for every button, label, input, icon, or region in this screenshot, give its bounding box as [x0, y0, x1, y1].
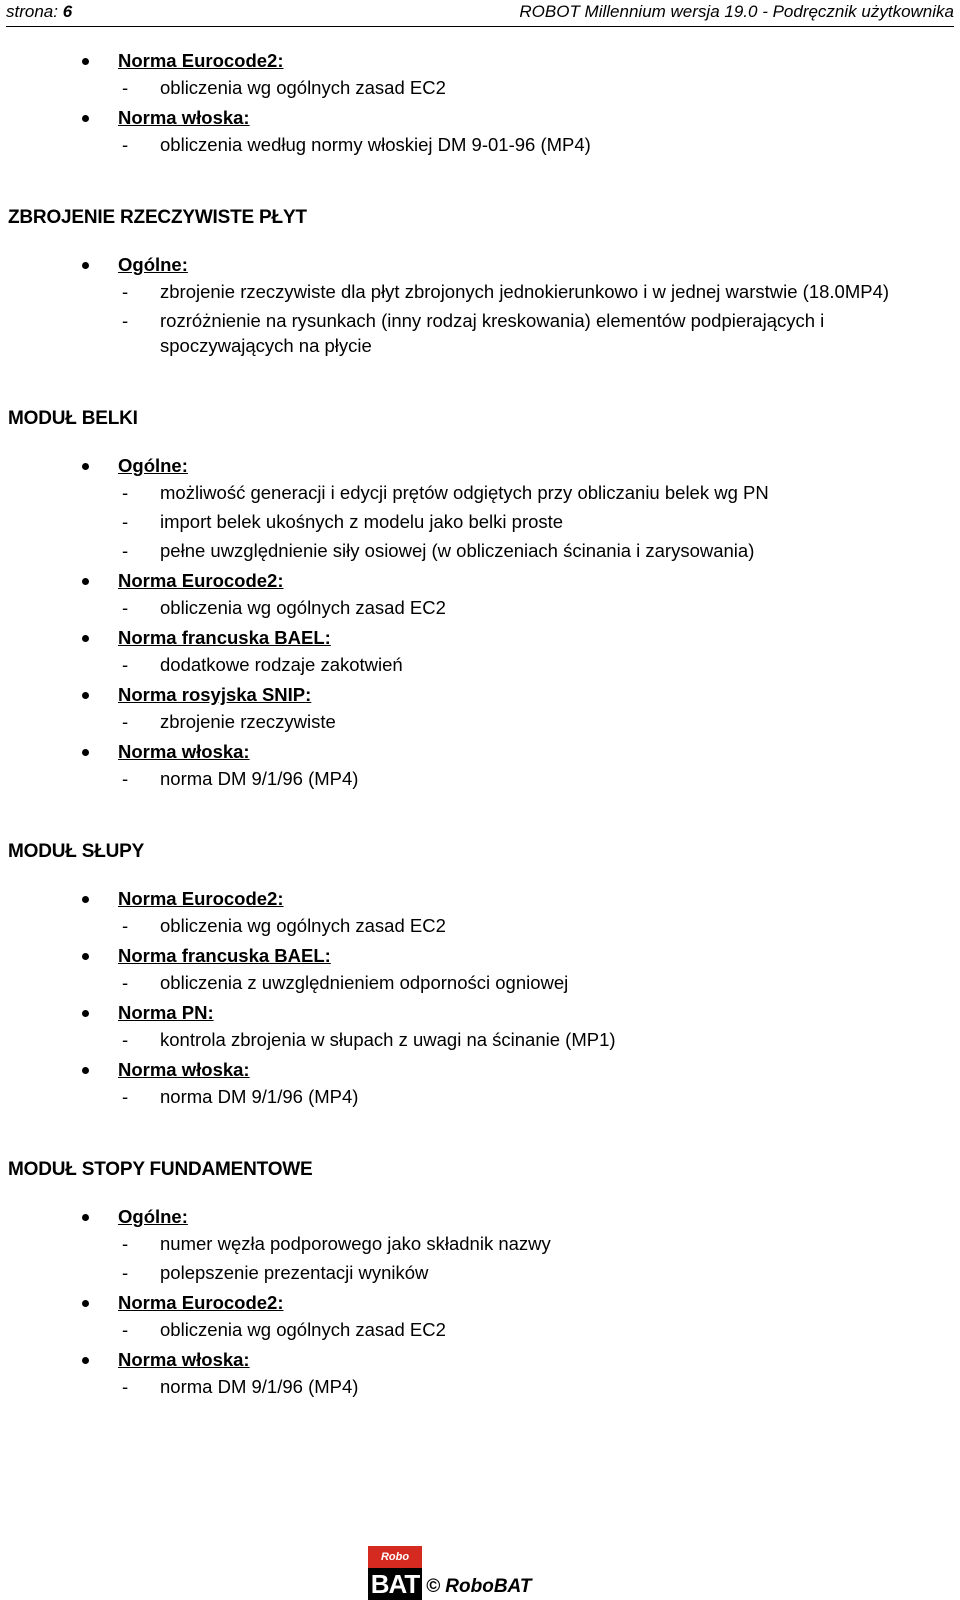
bullet-heading-text: Norma włoska:	[118, 107, 250, 128]
list-item-text: obliczenia wg ogólnych zasad EC2	[160, 77, 446, 98]
dash-icon: -	[122, 654, 129, 675]
bullet-heading	[8, 104, 948, 132]
dash-icon: -	[122, 1029, 129, 1050]
page-header	[6, 0, 954, 27]
bullet-heading-text: Norma włoska:	[118, 1349, 250, 1370]
dash-icon: -	[122, 1376, 129, 1397]
bullet-heading	[8, 567, 948, 595]
list-item	[8, 1374, 890, 1399]
list-item	[8, 709, 890, 734]
bullet-heading-text: Norma włoska:	[118, 741, 250, 762]
list-item-text: możliwość generacji i edycji prętów odgiętych przy obliczaniu belek wg PN	[160, 482, 769, 503]
bullet-dot-icon	[82, 953, 89, 960]
dash-icon: -	[122, 482, 129, 503]
dash-icon: -	[122, 511, 129, 532]
page-number-label: strona: 6	[6, 2, 73, 21]
bullet-heading-text: Norma Eurocode2:	[118, 570, 284, 591]
dash-icon: -	[122, 77, 129, 98]
list-item-text: zbrojenie rzeczywiste	[160, 711, 336, 732]
dash-icon: -	[122, 134, 129, 155]
list-item	[8, 913, 890, 938]
bullet-dot-icon	[82, 692, 89, 699]
list-item-text: zbrojenie rzeczywiste dla płyt zbrojonych jednokierunkowo i w jednej warstwie (18.0MP4)	[160, 281, 890, 302]
list-item	[8, 1231, 890, 1256]
dash-icon: -	[122, 540, 129, 561]
copyright-text: © RoboBAT	[426, 1576, 532, 1597]
list-item	[8, 75, 890, 100]
list-item	[8, 1027, 890, 1052]
bullet-dot-icon	[82, 58, 89, 65]
list-item-text: polepszenie prezentacji wyników	[160, 1262, 429, 1283]
spacer	[8, 795, 948, 841]
bullet-heading	[8, 1289, 948, 1317]
list-item	[8, 595, 890, 620]
bullet-dot-icon	[82, 1010, 89, 1017]
dash-icon: -	[122, 281, 129, 302]
list-item-text: norma DM 9/1/96 (MP4)	[160, 1086, 359, 1107]
section-heading: MODUŁ SŁUPY	[8, 841, 145, 862]
bullet-heading	[8, 452, 948, 480]
dash-icon: -	[122, 1086, 129, 1107]
dash-icon: -	[122, 768, 129, 789]
list-item-text: import belek ukośnych z modelu jako belki proste	[160, 511, 564, 532]
bullet-dot-icon	[82, 1067, 89, 1074]
list-item-text: obliczenia wg ogólnych zasad EC2	[160, 915, 446, 936]
list-item-text: norma DM 9/1/96 (MP4)	[160, 1376, 359, 1397]
bullet-heading	[8, 885, 948, 913]
logo-main-text: BAT	[370, 1569, 420, 1599]
bullet-heading	[8, 1346, 948, 1374]
dash-icon: -	[122, 1262, 129, 1283]
bullet-heading	[8, 251, 948, 279]
list-item	[8, 766, 890, 791]
dash-icon: -	[122, 972, 129, 993]
bullet-dot-icon	[82, 115, 89, 122]
list-item	[8, 279, 890, 304]
logo-top-text: Robo	[368, 1546, 422, 1568]
bullet-heading-text: Norma włoska:	[118, 1059, 250, 1080]
list-item	[8, 1084, 890, 1109]
bullet-heading-text: Norma Eurocode2:	[118, 1292, 284, 1313]
dash-icon: -	[122, 310, 129, 331]
bullet-heading-text: Norma Eurocode2:	[118, 50, 284, 71]
dash-icon: -	[122, 1233, 129, 1254]
bullet-dot-icon	[82, 635, 89, 642]
list-item-text: norma DM 9/1/96 (MP4)	[160, 768, 359, 789]
list-item-text: numer węzła podporowego jako składnik nazwy	[160, 1233, 551, 1254]
list-item-text: obliczenia wg ogólnych zasad EC2	[160, 597, 446, 618]
dash-icon: -	[122, 1319, 129, 1340]
bullet-dot-icon	[82, 1214, 89, 1221]
list-item-text: pełne uwzględnienie siły osiowej (w obliczeniach ścinania i zarysowania)	[160, 540, 755, 561]
section-heading: ZBROJENIE RZECZYWISTE PŁYT	[8, 207, 307, 228]
bullet-heading	[8, 624, 948, 652]
list-item-text: dodatkowe rodzaje zakotwień	[160, 654, 403, 675]
bullet-heading-text: Norma PN:	[118, 1002, 214, 1023]
list-item-text: rozróżnienie na rysunkach (inny rodzaj kreskowania) elementów podpierających i spoczywających na płycie	[160, 310, 825, 356]
spacer	[8, 161, 948, 207]
document-title: ROBOT Millennium wersja 19.0 - Podręcznik użytkownika	[519, 2, 954, 21]
bullet-dot-icon	[82, 262, 89, 269]
bullet-heading-text: Ogólne:	[118, 455, 188, 476]
list-item-text: kontrola zbrojenia w słupach z uwagi na ścinanie (MP1)	[160, 1029, 616, 1050]
bullet-heading-text: Norma rosyjska SNIP:	[118, 684, 312, 705]
spacer	[8, 1113, 948, 1159]
bullet-heading-text: Norma francuska BAEL:	[118, 627, 331, 648]
list-item-text: obliczenia z uwzględnieniem odporności ogniowej	[160, 972, 569, 993]
bullet-heading	[8, 681, 948, 709]
list-item	[8, 1260, 890, 1285]
dash-icon: -	[122, 915, 129, 936]
bullet-heading	[8, 47, 948, 75]
list-item	[8, 652, 890, 677]
bullet-heading-text: Norma francuska BAEL:	[118, 945, 331, 966]
bullet-heading	[8, 942, 948, 970]
page-number: 6	[62, 2, 73, 21]
section-heading: MODUŁ STOPY FUNDAMENTOWE	[8, 1159, 313, 1180]
bullet-heading-text: Ogólne:	[118, 1206, 188, 1227]
bullet-dot-icon	[82, 1357, 89, 1364]
list-item	[8, 970, 890, 995]
section-heading: MODUŁ BELKI	[8, 408, 138, 429]
page-content	[8, 47, 948, 1403]
list-item-text: obliczenia według normy włoskiej DM 9-01-96 (MP4)	[160, 134, 591, 155]
bullet-heading-text: Ogólne:	[118, 254, 188, 275]
robobat-logo	[368, 1546, 422, 1600]
bullet-heading	[8, 999, 948, 1027]
list-item	[8, 538, 890, 563]
footer	[368, 1546, 568, 1600]
bullet-heading	[8, 738, 948, 766]
list-item-text: obliczenia wg ogólnych zasad EC2	[160, 1319, 446, 1340]
dash-icon: -	[122, 597, 129, 618]
bullet-heading	[8, 1203, 948, 1231]
bullet-dot-icon	[82, 463, 89, 470]
list-item	[8, 1317, 890, 1342]
dash-icon: -	[122, 711, 129, 732]
bullet-dot-icon	[82, 1300, 89, 1307]
list-item	[8, 132, 890, 157]
bullet-heading-text: Norma Eurocode2:	[118, 888, 284, 909]
bullet-dot-icon	[82, 896, 89, 903]
list-item	[8, 480, 890, 505]
list-item	[8, 509, 890, 534]
bullet-dot-icon	[82, 749, 89, 756]
bullet-dot-icon	[82, 578, 89, 585]
list-item	[8, 308, 890, 358]
bullet-heading	[8, 1056, 948, 1084]
spacer	[8, 362, 948, 408]
